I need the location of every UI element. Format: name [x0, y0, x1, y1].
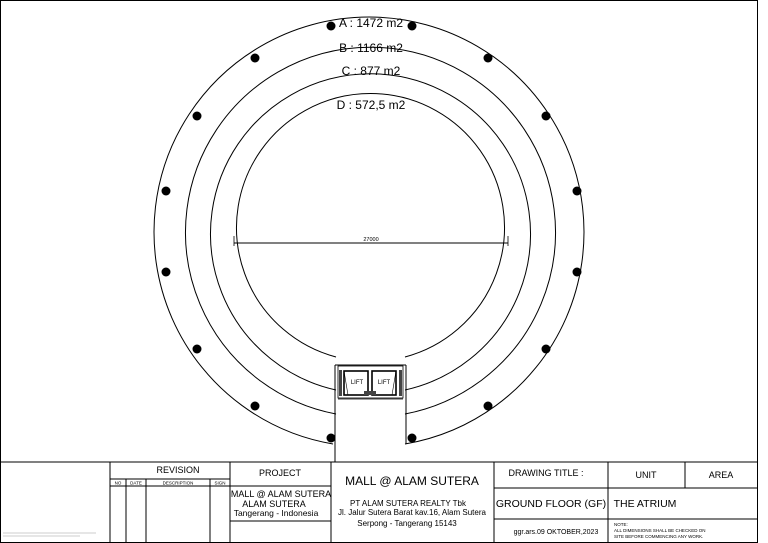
column — [251, 54, 260, 63]
column — [162, 268, 171, 277]
client-line-1: PT ALAM SUTERA REALTY Tbk — [350, 499, 466, 508]
diameter-dimension — [234, 236, 508, 246]
revision-col-sign: SIGN — [214, 480, 226, 486]
column — [573, 268, 582, 277]
fine-print — [3, 533, 96, 536]
lift-core — [338, 366, 403, 399]
lift-label-2: LIFT — [377, 380, 391, 386]
drawing-ref: ggr.ars.09 OKTOBER,2023 — [513, 529, 599, 536]
unit-header: UNIT — [635, 470, 657, 480]
revision-col-date: DATE — [130, 480, 142, 486]
ring-d-outline — [237, 94, 505, 357]
column — [162, 187, 171, 196]
column — [484, 402, 493, 411]
ring-a-label: A : 1472 m2 — [338, 16, 404, 30]
ring-c-outline — [211, 74, 531, 390]
revision-col-description: DESCRIPTION — [162, 480, 194, 486]
sheet-border — [1, 1, 758, 543]
title-block-text — [115, 465, 734, 539]
area-header: AREA — [708, 470, 734, 480]
note-line-2: ALL DIMENSIONS SHALL BE CHECKED ON — [614, 528, 706, 533]
ring-b-label: B : 1166 m2 — [339, 41, 403, 55]
project-line-3: Tangerang - Indonesia — [233, 508, 319, 518]
drawing-title-value: GROUND FLOOR (GF) — [495, 498, 607, 510]
note-line-1: NOTE: — [614, 522, 628, 527]
project-line-2: ALAM SUTERA — [242, 499, 306, 509]
revision-title: REVISION — [156, 465, 200, 475]
project-header: PROJECT — [258, 468, 302, 478]
column — [573, 187, 582, 196]
column — [542, 345, 551, 354]
note-line-3: SITE BEFORE COMMENCING ANY WORK. — [614, 534, 704, 539]
ring-a-outline — [154, 17, 584, 444]
client-line-2: Jl. Jalur Sutera Barat kav.16, Alam Sutera — [338, 508, 486, 517]
drawing-title-header: DRAWING TITLE : — [508, 468, 584, 478]
column — [193, 345, 202, 354]
lift-label-1: LIFT — [350, 380, 364, 386]
project-line-1: MALL @ ALAM SUTERA — [230, 489, 332, 499]
client-line-3: Serpong - Tangerang 15143 — [357, 519, 457, 528]
floor-plan — [154, 16, 584, 462]
column — [251, 402, 260, 411]
column — [484, 54, 493, 63]
dimension-label: 27000 — [363, 237, 379, 243]
ring-d-label: D : 572,5 m2 — [336, 98, 406, 112]
column — [193, 112, 202, 121]
column — [327, 22, 336, 31]
client-title: MALL @ ALAM SUTERA — [345, 474, 479, 488]
unit-value: THE ATRIUM — [613, 498, 677, 510]
column — [327, 434, 336, 443]
column — [408, 434, 417, 443]
revision-col-no: NO — [114, 480, 122, 486]
ring-c-label: C : 877 m2 — [341, 64, 401, 78]
column — [542, 112, 551, 121]
column — [408, 22, 417, 31]
